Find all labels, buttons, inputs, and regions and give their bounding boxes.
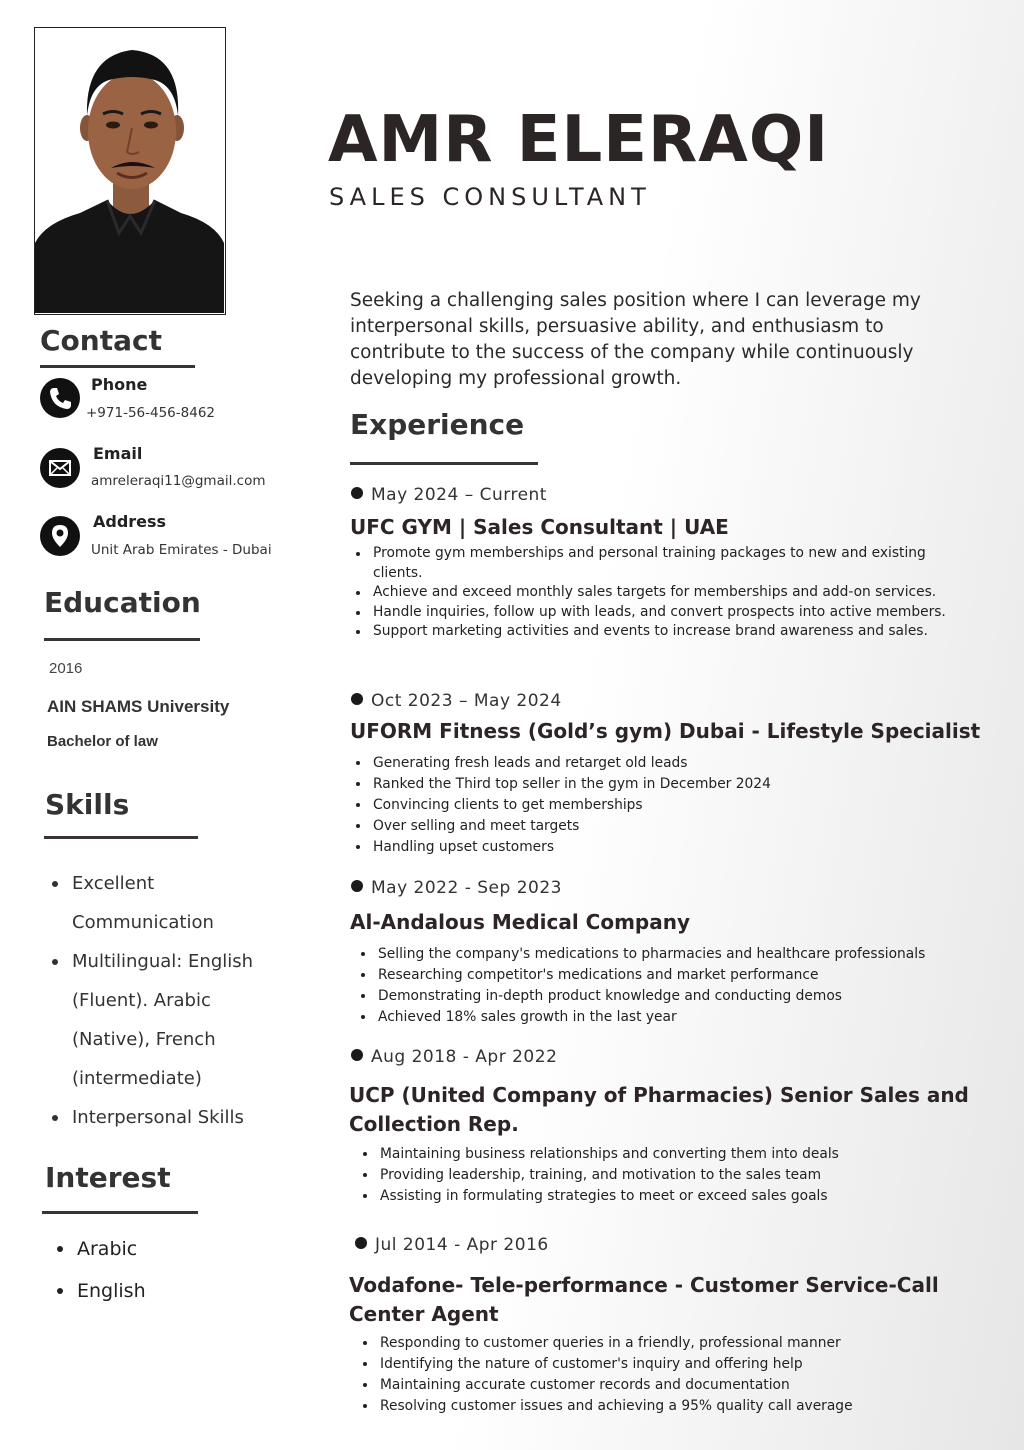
envelope-icon	[40, 448, 80, 488]
job-bullet: Convincing clients to get memberships	[350, 795, 960, 816]
job-bullet: Providing leadership, training, and motivation to the sales team	[357, 1165, 957, 1186]
timeline-dot	[351, 880, 363, 892]
contact-value-address: Unit Arab Emirates - Dubai	[91, 542, 272, 558]
job-date: Oct 2023 – May 2024	[351, 691, 562, 711]
job-bullets	[357, 1333, 977, 1417]
skill-item: Multilingual: English (Fluent). Arabic (Native), French (intermediate)	[50, 942, 270, 1098]
skill-item: Interpersonal Skills	[50, 1098, 270, 1137]
contact-divider	[40, 365, 195, 368]
contact-label-phone: Phone	[91, 375, 148, 394]
interest-heading: Interest	[45, 1161, 171, 1194]
job-bullet: Generating fresh leads and retarget old leads	[350, 753, 960, 774]
job-title: Al-Andalous Medical Company	[350, 910, 691, 934]
job-title: UFC GYM | Sales Consultant | UAE	[350, 515, 729, 539]
job-date: Aug 2018 - Apr 2022	[351, 1047, 557, 1067]
profile-summary: Seeking a challenging sales position where I can leverage my interpersonal skills, persuasive ability, and enthusiasm to contribute to the success of the company while continuously developing my professional growth.	[350, 290, 921, 389]
job-date: May 2022 - Sep 2023	[351, 878, 562, 898]
job-title: Vodafone- Tele-performance - Customer Service-Call Center Agent	[349, 1273, 939, 1326]
job-bullet: Over selling and meet targets	[350, 816, 960, 837]
job-bullet: Assisting in formulating strategies to meet or exceed sales goals	[357, 1186, 957, 1207]
job-date: Jul 2014 - Apr 2016	[355, 1235, 549, 1255]
timeline-dot	[351, 1049, 363, 1061]
job-bullet: Responding to customer queries in a friendly, professional manner	[357, 1333, 977, 1354]
contact-label-address: Address	[93, 512, 167, 531]
job-bullet: Handle inquiries, follow up with leads, and convert prospects into active members.	[350, 603, 960, 623]
contact-value-phone[interactable]: +971-56-456-8462	[86, 405, 215, 421]
experience-heading: Experience	[350, 408, 525, 441]
job-date: May 2024 – Current	[351, 485, 547, 505]
contact-heading: Contact	[40, 324, 162, 357]
job-bullets	[357, 1144, 957, 1207]
interest-item: Arabic	[56, 1228, 146, 1270]
timeline-dot	[351, 693, 363, 705]
job-bullets	[350, 753, 960, 858]
job-bullet: Support marketing activities and events to increase brand awareness and sales.	[350, 622, 960, 642]
timeline-dot	[355, 1237, 367, 1249]
timeline-dot	[351, 487, 363, 499]
skills-divider	[44, 836, 198, 839]
job-bullets	[355, 944, 975, 1028]
education-divider	[44, 638, 200, 641]
phone-icon	[40, 378, 80, 418]
job-bullet: Maintaining business relationships and converting them into deals	[357, 1144, 957, 1165]
job-bullet: Achieve and exceed monthly sales targets for memberships and add-on services.	[350, 583, 960, 603]
skills-list	[50, 864, 270, 1137]
interest-item: English	[56, 1270, 146, 1312]
skill-item: Excellent Communication	[50, 864, 270, 942]
job-bullet: Maintaining accurate customer records and documentation	[357, 1375, 977, 1396]
job-title: UCP (United Company of Pharmacies) Senior Sales and Collection Rep.	[349, 1083, 969, 1136]
job-bullet: Researching competitor's medications and market performance	[355, 965, 975, 986]
job-bullet: Demonstrating in-depth product knowledge and conducting demos	[355, 986, 975, 1007]
job-bullet: Achieved 18% sales growth in the last year	[355, 1007, 975, 1028]
location-pin-icon	[40, 516, 80, 556]
candidate-name: AMR ELERAQI	[328, 103, 830, 177]
education-university: AIN SHAMS University	[47, 697, 230, 716]
job-bullet: Identifying the nature of customer's inquiry and offering help	[357, 1354, 977, 1375]
job-bullet: Ranked the Third top seller in the gym in December 2024	[350, 774, 960, 795]
profile-photo	[34, 27, 226, 315]
education-heading: Education	[44, 586, 201, 619]
interest-divider	[42, 1211, 198, 1214]
job-bullets	[350, 544, 960, 642]
contact-value-email[interactable]: amreleraqi11@gmail.com	[91, 473, 266, 489]
contact-label-email: Email	[93, 444, 143, 463]
job-title: SALES CONSULTANT	[329, 183, 651, 211]
education-degree: Bachelor of law	[47, 733, 158, 750]
job-bullet: Handling upset customers	[350, 837, 960, 858]
job-bullet: Selling the company's medications to pharmacies and healthcare professionals	[355, 944, 975, 965]
job-bullet: Promote gym memberships and personal training packages to new and existing clients.	[350, 544, 960, 583]
education-year: 2016	[49, 660, 83, 677]
job-bullet: Resolving customer issues and achieving a 95% quality call average	[357, 1396, 977, 1417]
skills-heading: Skills	[45, 788, 130, 821]
job-title: UFORM Fitness (Gold’s gym) Dubai - Lifestyle Specialist	[350, 719, 981, 743]
experience-divider	[350, 462, 538, 465]
interest-list	[56, 1228, 146, 1312]
